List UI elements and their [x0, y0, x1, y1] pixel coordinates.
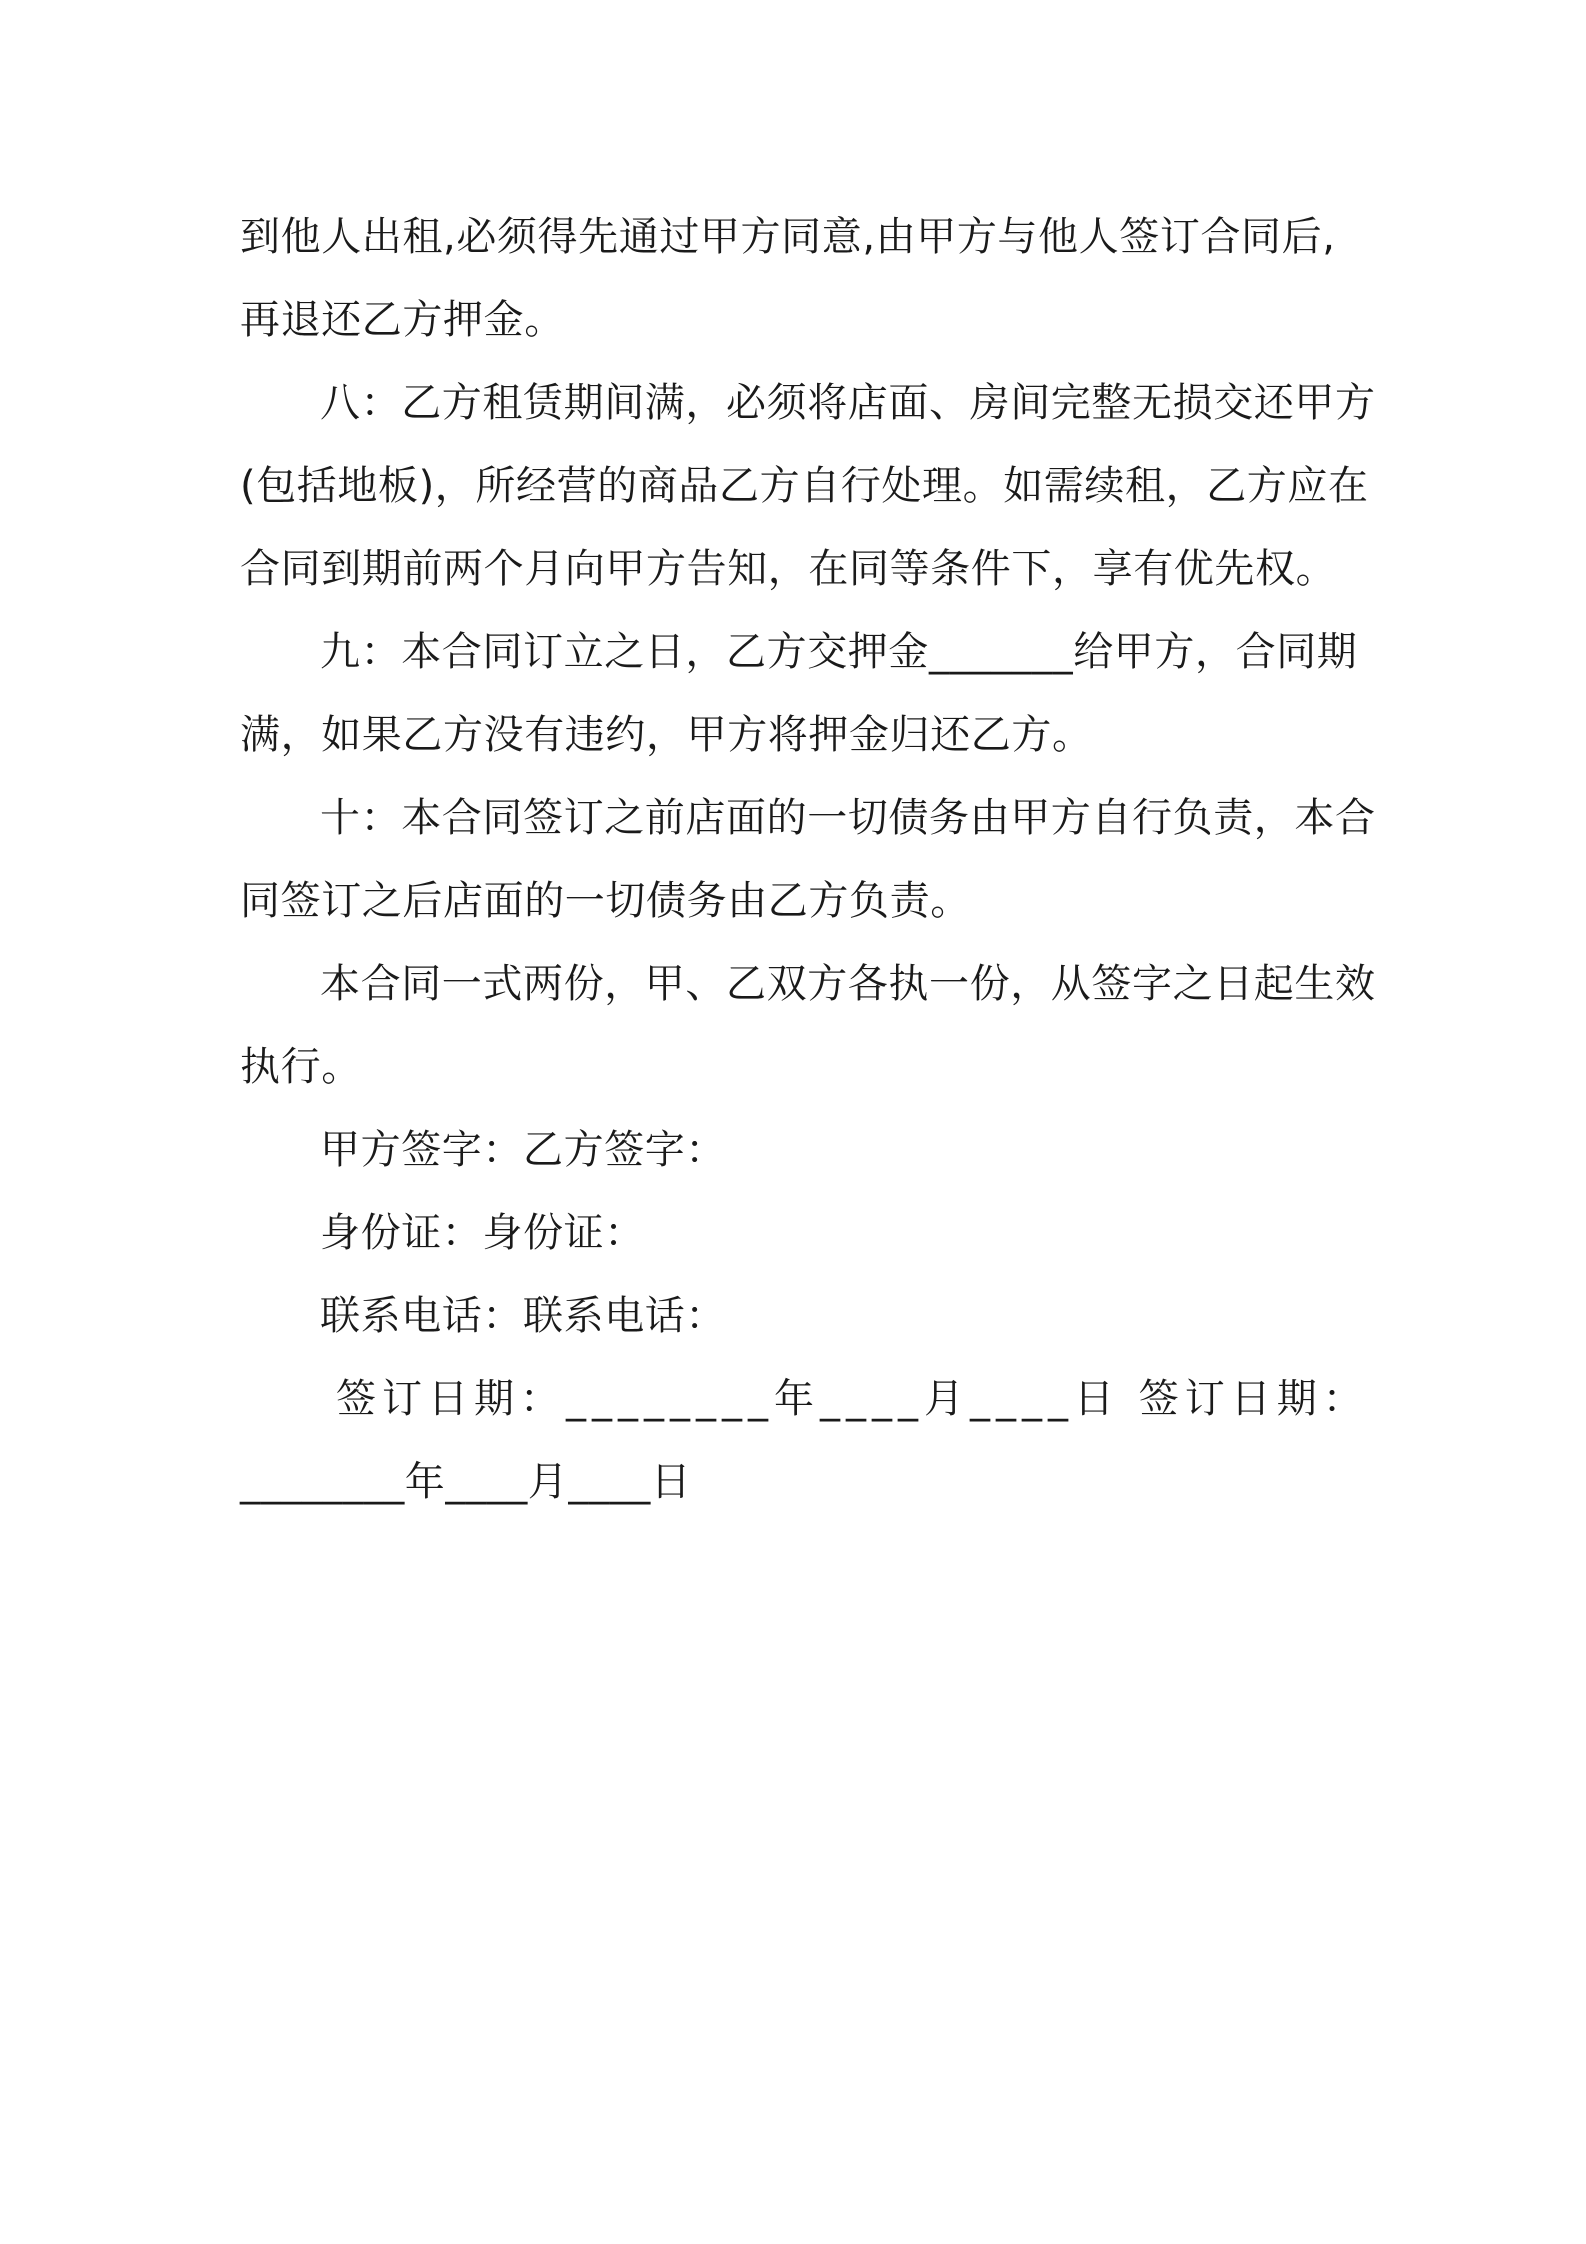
sign-date-line-1: 签订日期：________年____月____日 签订日期：	[336, 1376, 1369, 1422]
contact-phone-line: 联系电话：联系电话：	[320, 1293, 726, 1339]
clause-10-line-1: 十：本合同签订之前店面的一切债务由甲方自行负责，本合	[320, 795, 1376, 841]
clause-9-line-2: 满，如果乙方没有违约，甲方将押金归还乙方。	[240, 712, 1093, 758]
sign-date-line-2: ________年____月____日	[240, 1459, 692, 1505]
clause-7-end-line: 再退还乙方押金。	[240, 297, 565, 343]
copies-clause-line-2: 执行。	[240, 1044, 362, 1090]
clause-10-line-2: 同签订之后店面的一切债务由乙方负责。	[240, 878, 971, 924]
clause-7-continuation-line: 到他人出租,必须得先通过甲方同意,由甲方与他人签订合同后,	[240, 214, 1336, 260]
clause-8-line-1: 八：乙方租赁期间满，必须将店面、房间完整无损交还甲方	[320, 380, 1376, 426]
id-card-line: 身份证：身份证：	[320, 1210, 645, 1256]
clause-8-line-2: (包括地板)，所经营的商品乙方自行处理。如需续租，乙方应在	[240, 463, 1369, 509]
signature-line: 甲方签字：乙方签字：	[320, 1127, 726, 1173]
clause-9-line-1: 九：本合同订立之日，乙方交押金_______给甲方，合同期	[320, 629, 1358, 675]
copies-clause-line-1: 本合同一式两份，甲、乙双方各执一份，从签字之日起生效	[320, 961, 1376, 1007]
clause-8-line-3: 合同到期前两个月向甲方告知，在同等条件下，享有优先权。	[240, 546, 1337, 592]
contract-text	[240, 196, 1376, 1524]
